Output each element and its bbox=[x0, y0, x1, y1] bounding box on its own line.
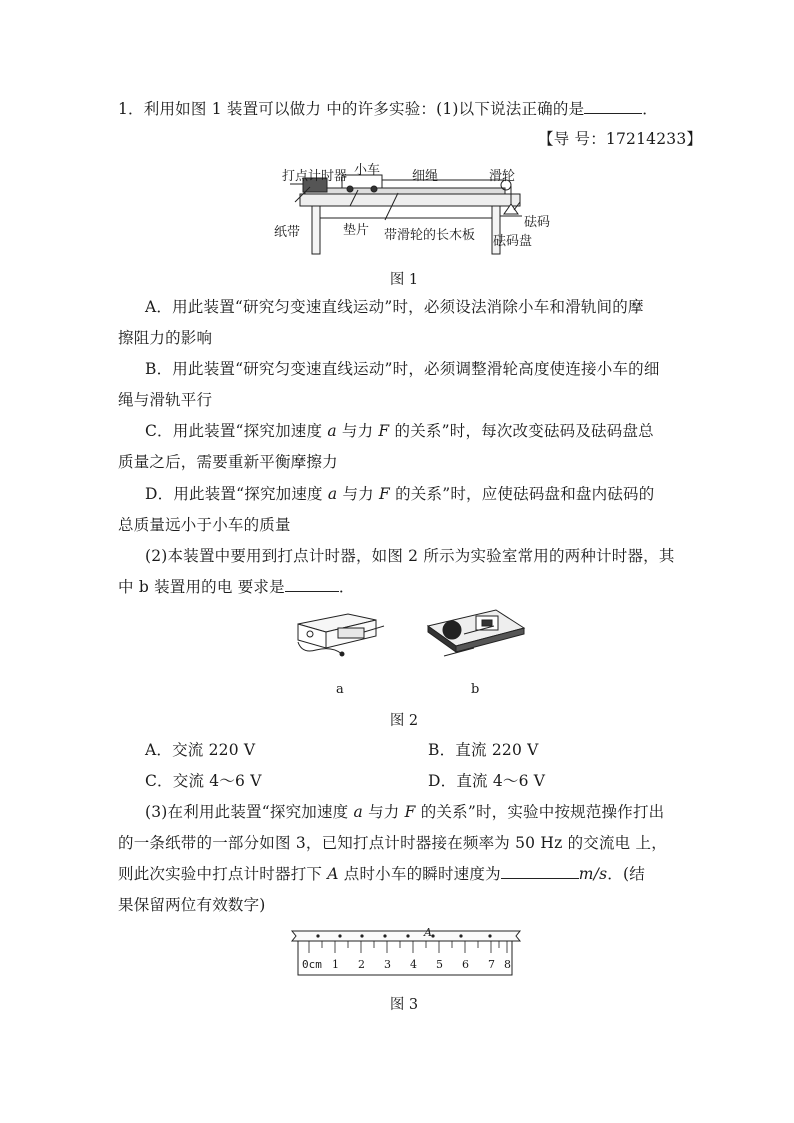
label-weight: 砝码 bbox=[524, 215, 551, 230]
ruler-tick-3: 3 bbox=[384, 958, 391, 971]
ruler-unit-label: 0cm bbox=[302, 958, 322, 971]
figure-2-label-a: a bbox=[336, 682, 344, 697]
choice-a: A．交流 220 V bbox=[145, 741, 256, 759]
ruler-tick-2: 2 bbox=[358, 958, 365, 971]
answer-blank-1[interactable] bbox=[584, 99, 642, 114]
timer-b-illustration bbox=[424, 602, 528, 666]
timer-a-illustration bbox=[292, 602, 388, 664]
label-timer: 打点计时器 bbox=[282, 169, 348, 184]
q2-line1: (2)本装置中要用到打点计时器，如图 2 所示为实验室常用的两种计时器，其 bbox=[145, 547, 675, 565]
ruler-tick-6: 6 bbox=[462, 958, 469, 971]
option-a-line2: 擦阻力的影响 bbox=[118, 329, 213, 347]
label-pan: 砝码盘 bbox=[493, 234, 533, 249]
ruler-tick-1: 1 bbox=[332, 958, 339, 971]
figure-2-caption: 图 2 bbox=[389, 713, 419, 729]
figure-1-caption: 图 1 bbox=[389, 272, 419, 288]
q3-line3: 则此次实验中打点计时器打下 A 点时小车的瞬时速度为 m/s．(结 bbox=[118, 865, 645, 883]
question-number: 1． bbox=[118, 100, 144, 118]
q3-line1: (3)在利用此装置“探究加速度 a 与力 F 的关系”时，实验中按规范操作打出 bbox=[145, 803, 665, 821]
option-b-line2: 绳与滑轨平行 bbox=[118, 391, 213, 409]
figure-3-caption: 图 3 bbox=[389, 997, 419, 1013]
label-board: 带滑轮的长木板 bbox=[384, 228, 476, 243]
option-a-line1: A．用此装置“研究匀变速直线运动”时，必须设法消除小车和滑轨间的摩 bbox=[145, 298, 644, 316]
figure-2-label-b: b bbox=[471, 682, 480, 697]
choice-c: C．交流 4～6 V bbox=[145, 772, 262, 790]
label-cart: 小车 bbox=[354, 163, 381, 178]
choice-d: D．直流 4～6 V bbox=[428, 772, 546, 790]
choice-b: B．直流 220 V bbox=[428, 741, 539, 759]
option-d-line1: D．用此装置“探究加速度 a 与力 F 的关系”时，应使砝码盘和盘内砝码的 bbox=[145, 485, 655, 503]
label-string: 细绳 bbox=[412, 169, 439, 184]
option-b-line1: B．用此装置“研究匀变速直线运动”时，必须调整滑轮高度使连接小车的细 bbox=[145, 360, 660, 378]
label-pad: 垫片 bbox=[343, 223, 370, 238]
answer-blank-2[interactable] bbox=[285, 577, 339, 592]
ruler-tick-4: 4 bbox=[410, 958, 417, 971]
option-d-line2: 总质量远小于小车的质量 bbox=[118, 516, 291, 534]
question-intro: 1．利用如图 1 装置可以做力 中的许多实验：(1)以下说法正确的是 ． bbox=[118, 100, 658, 118]
q3-line2: 的一条纸带的一部分如图 3，已知打点计时器接在频率为 50 Hz 的交流电 上， bbox=[118, 834, 667, 852]
option-c-line1: C．用此装置“探究加速度 a 与力 F 的关系”时，每次改变砝码及砝码盘总 bbox=[145, 422, 654, 440]
q3-line4: 果保留两位有效数字) bbox=[118, 896, 266, 914]
point-a-label: A bbox=[424, 926, 432, 939]
q2-line2: 中 b 装置用的电 要求是 ． bbox=[118, 578, 355, 596]
label-pulley: 滑轮 bbox=[489, 169, 516, 184]
option-c-line2: 质量之后，需要重新平衡摩擦力 bbox=[118, 453, 338, 471]
ruler-tick-5: 5 bbox=[436, 958, 443, 971]
answer-blank-3[interactable] bbox=[501, 864, 579, 879]
ruler-tick-7: 7 bbox=[488, 958, 495, 971]
label-tape: 纸带 bbox=[274, 225, 301, 240]
ruler-tick-8: 8 bbox=[504, 958, 511, 971]
figure-3-tape-ruler bbox=[288, 925, 524, 981]
guide-number: 【导 号：17214233】 bbox=[538, 130, 703, 148]
